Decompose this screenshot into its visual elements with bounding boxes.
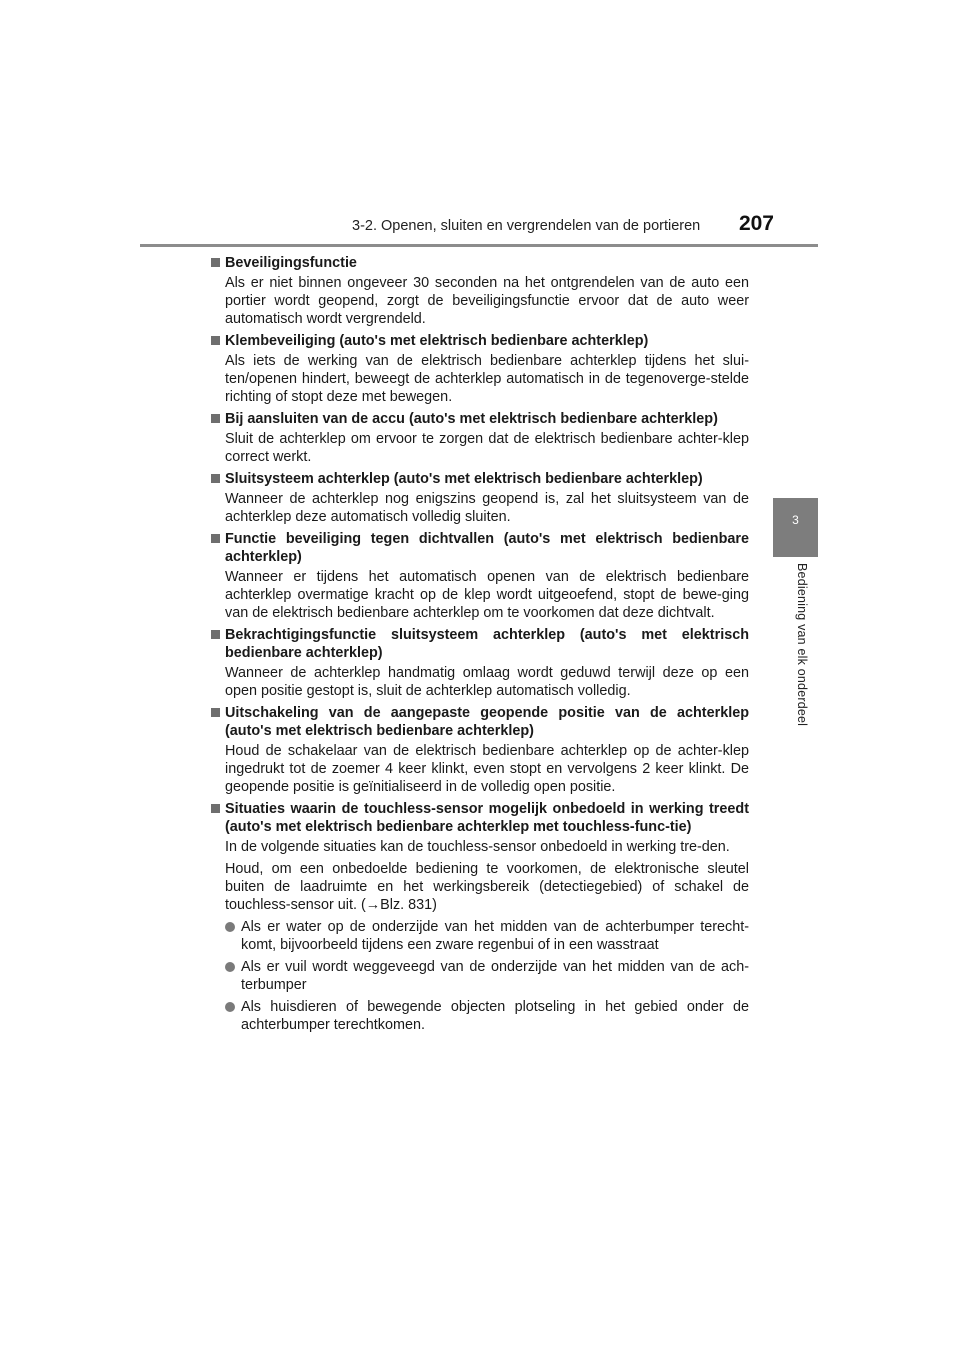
header-divider [140,244,818,247]
square-bullet-icon [211,258,220,267]
list-item: Als er water op de onderzijde van het midden van de achterbumper terecht-komt, bijvoorbeeld tijdens een zware regenbui of in een wasstraat [211,918,749,954]
section-heading: Klembeveiliging (auto's met elektrisch bedienbare achterklep) [225,333,649,349]
square-bullet-icon [211,336,220,345]
square-bullet-icon [211,534,220,543]
section-heading: Uitschakeling van de aangepaste geopende positie van de achterklep (auto's met elektrisch bedienbare achterklep) [225,705,749,739]
paragraph: Wanneer er tijdens het automatisch openen van de elektrisch bedienbare achterklep overmatige kracht op de klep wordt uitgeoefend, stopt de bewe-ging van de elektrisch bedienbare achterklep om te voorkomen dat deze dichtvalt. [225,569,749,621]
square-bullet-icon [211,804,220,813]
paragraph: Wanneer de achterklep handmatig omlaag wordt geduwd terwijl deze op een open positie gestopt is, sluit de achterklep automatisch volledig. [225,665,749,699]
circle-bullet-icon [225,962,235,972]
paragraph: In de volgende situaties kan de touchless-sensor onbedoeld in werking tre-den. [225,839,730,855]
section-sluitsysteem [211,470,749,526]
square-bullet-icon [211,708,220,717]
section-heading: Bekrachtigingsfunctie sluitsysteem achterklep (auto's met elektrisch bedienbare achterklep) [225,627,749,661]
paragraph: Als iets de werking van de elektrisch bedienbare achterklep tijdens het slui-ten/openen hindert, beweegt de achterklep automatisch in de tegenoverge-stelde richting of stopt deze met bewegen. [225,353,749,405]
section-heading: Situaties waarin de touchless-sensor mogelijk onbedoeld in werking treedt (auto's met elektrisch bedienbare achterklep met touchless-func-tie) [225,801,749,835]
section-heading: Functie beveiliging tegen dichtvallen (auto's met elektrisch bedienbare achterklep) [225,531,749,565]
section-heading: Bij aansluiten van de accu (auto's met elektrisch bedienbare achterklep) [225,411,718,427]
chapter-tab [773,498,818,557]
section-bekrachtiging [211,626,749,700]
section-touchless-sensor [211,800,749,1034]
list-item: Als huisdieren of bewegende objecten plotseling in het gebied onder de achterbumper terechtkomen. [211,998,749,1034]
list-item: Als er vuil wordt weggeveegd van de onderzijde van het midden van de ach-terbumper [211,958,749,994]
paragraph: Houd, om een onbedoelde bediening te voorkomen, de elektronische sleutel buiten de laadruimte en het werkingsbereik (detectiegebied) of schakel de touchless-sensor uit. (→Blz. 831) [225,861,749,913]
circle-bullet-icon [225,922,235,932]
page-number: 207 [738,212,774,235]
section-klembeveiliging [211,332,749,406]
paragraph: Als er niet binnen ongeveer 30 seconden na het ontgrendelen van de auto een portier wordt geopend, zorgt de beveiligingsfunctie ervoor dat de auto weer automatisch wordt vergrendeld. [225,275,749,327]
main-content [211,254,749,1038]
section-aansluiten-accu [211,410,749,466]
section-uitschakeling [211,704,749,796]
chapter-number: 3 [792,513,799,527]
section-title: 3-2. Openen, sluiten en vergrendelen van de portieren [352,218,701,234]
section-heading: Sluitsysteem achterklep (auto's met elektrisch bedienbare achterklep) [225,471,703,487]
page-header [140,214,818,248]
section-dichtvallen [211,530,749,622]
paragraph: Sluit de achterklep om ervoor te zorgen dat de elektrisch bedienbare achter-klep correct werkt. [225,431,749,465]
section-beveiligingsfunctie [211,254,749,328]
square-bullet-icon [211,474,220,483]
section-heading: Beveiligingsfunctie [225,255,357,271]
paragraph: Wanneer de achterklep nog enigszins geopend is, zal het sluitsysteem van de achterklep deze automatisch volledig sluiten. [225,491,749,525]
square-bullet-icon [211,414,220,423]
circle-bullet-icon [225,1002,235,1012]
paragraph: Houd de schakelaar van de elektrisch bedienbare achterklep op de achter-klep ingedrukt tot de zoemer 4 keer klinkt, even stopt en vervolgens 2 keer klinkt. De geopende positie is geïnitialiseerd in de volledig open positie. [225,743,749,795]
chapter-label: Bediening van elk onderdeel [795,563,809,727]
square-bullet-icon [211,630,220,639]
